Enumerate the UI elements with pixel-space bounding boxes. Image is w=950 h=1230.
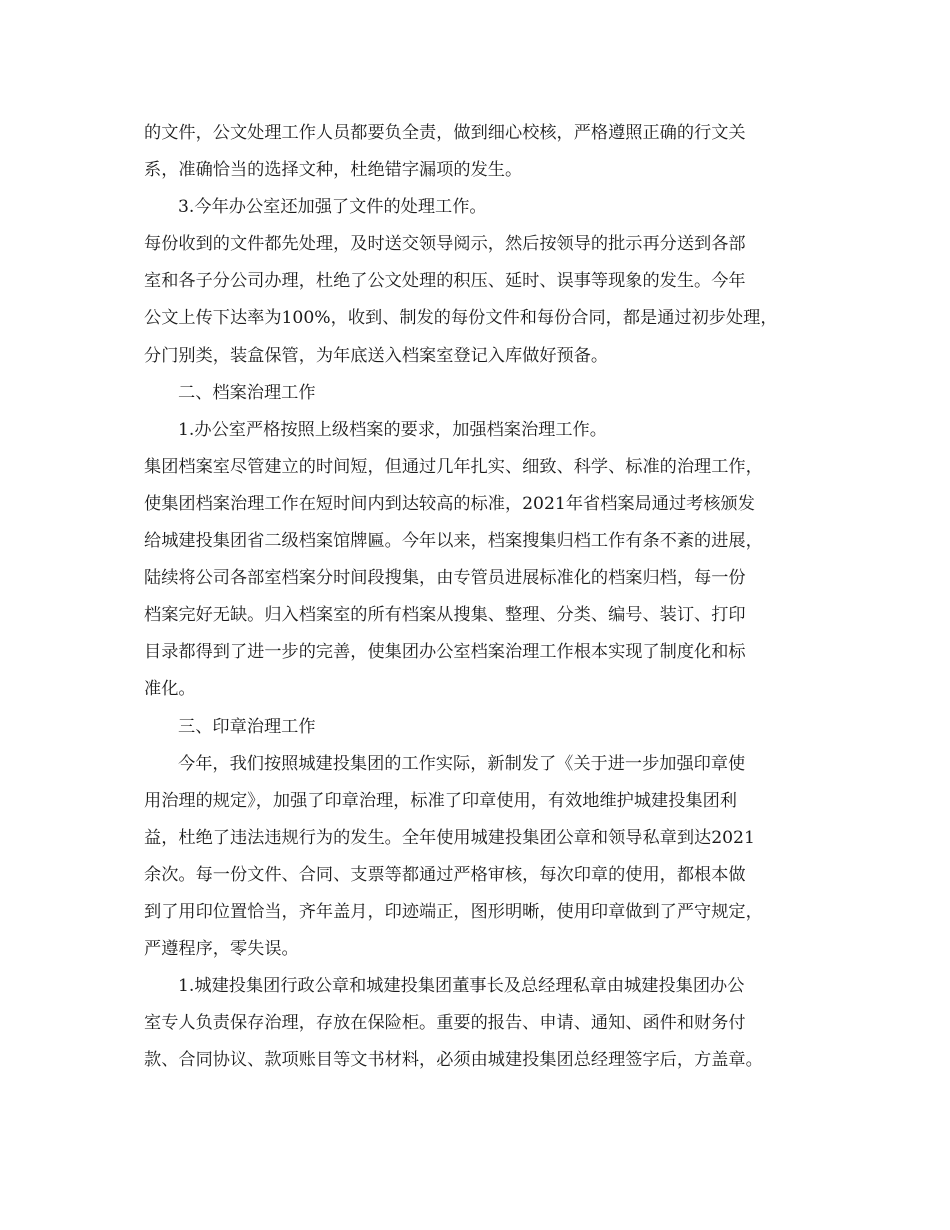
- text-line: 室和各子分公司办理，杜绝了公文处理的积压、延时、误事等现象的发生。今年: [144, 271, 746, 292]
- text-line: 使集团档案治理工作在短时间内到达较高的标准，2021年省档案局通过考核颁发: [144, 493, 755, 514]
- section-heading: 二、档案治理工作: [178, 382, 316, 403]
- text-line: 给城建投集团省二级档案馆牌匾。今年以来，档案搜集归档工作有条不紊的进展，: [144, 531, 763, 552]
- paragraph-item: 3.今年办公室还加强了文件的处理工作。: [178, 197, 487, 218]
- text-line: 严遵程序，零失误。: [144, 939, 299, 960]
- text-line: 公文上传下达率为100%，收到、制发的每份文件和每份合同，都是通过初步处理，: [144, 308, 778, 329]
- text-line: 余次。每一份文件、合同、支票等都通过严格审核，每次印章的使用，都根本做: [144, 864, 746, 885]
- text-line: 到了用印位置恰当，齐年盖月，印迹端正，图形明晰，使用印章做到了严守规定，: [144, 901, 763, 922]
- text-line: 每份收到的文件都先处理，及时送交领导阅示，然后按领导的批示再分送到各部: [144, 234, 746, 255]
- paragraph-item: 1.城建投集团行政公章和城建投集团董事长及总经理私章由城建投集团办公: [178, 976, 745, 997]
- text-line: 益，杜绝了违法违规行为的发生。全年使用城建投集团公章和领导私章到达2021: [144, 827, 755, 848]
- text-line: 用治理的规定》，加强了印章治理，标准了印章使用，有效地维护城建投集团利: [144, 790, 737, 811]
- text-line: 目录都得到了进一步的完善，使集团办公室档案治理工作根本实现了制度化和标: [144, 642, 746, 663]
- text-line: 准化。: [144, 679, 196, 700]
- text-line: 陆续将公司各部室档案分时间段搜集，由专管员进展标准化的档案归档，每一份: [144, 568, 746, 589]
- text-line: 档案完好无缺。归入档案室的所有档案从搜集、整理、分类、编号、装订、打印: [144, 605, 746, 626]
- text-line: 款、合同协议、款项账目等文书材料，必须由城建投集团总经理签字后，方盖章。: [144, 1050, 763, 1071]
- section-heading: 三、印章治理工作: [178, 716, 316, 737]
- text-line: 分门别类，装盒保管，为年底送入档案室登记入库做好预备。: [144, 345, 609, 366]
- document-body: [144, 115, 814, 1079]
- paragraph-item: 1.办公室严格按照上级档案的要求，加强档案治理工作。: [178, 419, 607, 440]
- text-line: 室专人负责保存治理，存放在保险柜。重要的报告、申请、通知、函件和财务付: [144, 1013, 746, 1034]
- text-line: 的文件，公文处理工作人员都要负全责，做到细心校核，严格遵照正确的行文关: [144, 123, 746, 143]
- paragraph-start: 今年，我们按照城建投集团的工作实际，新制发了《关于进一步加强印章使: [178, 753, 746, 774]
- text-line: 系，准确恰当的选择文种，杜绝错字漏项的发生。: [144, 160, 523, 181]
- text-line: 集团档案室尽管建立的时间短，但通过几年扎实、细致、科学、标准的治理工作，: [144, 456, 763, 477]
